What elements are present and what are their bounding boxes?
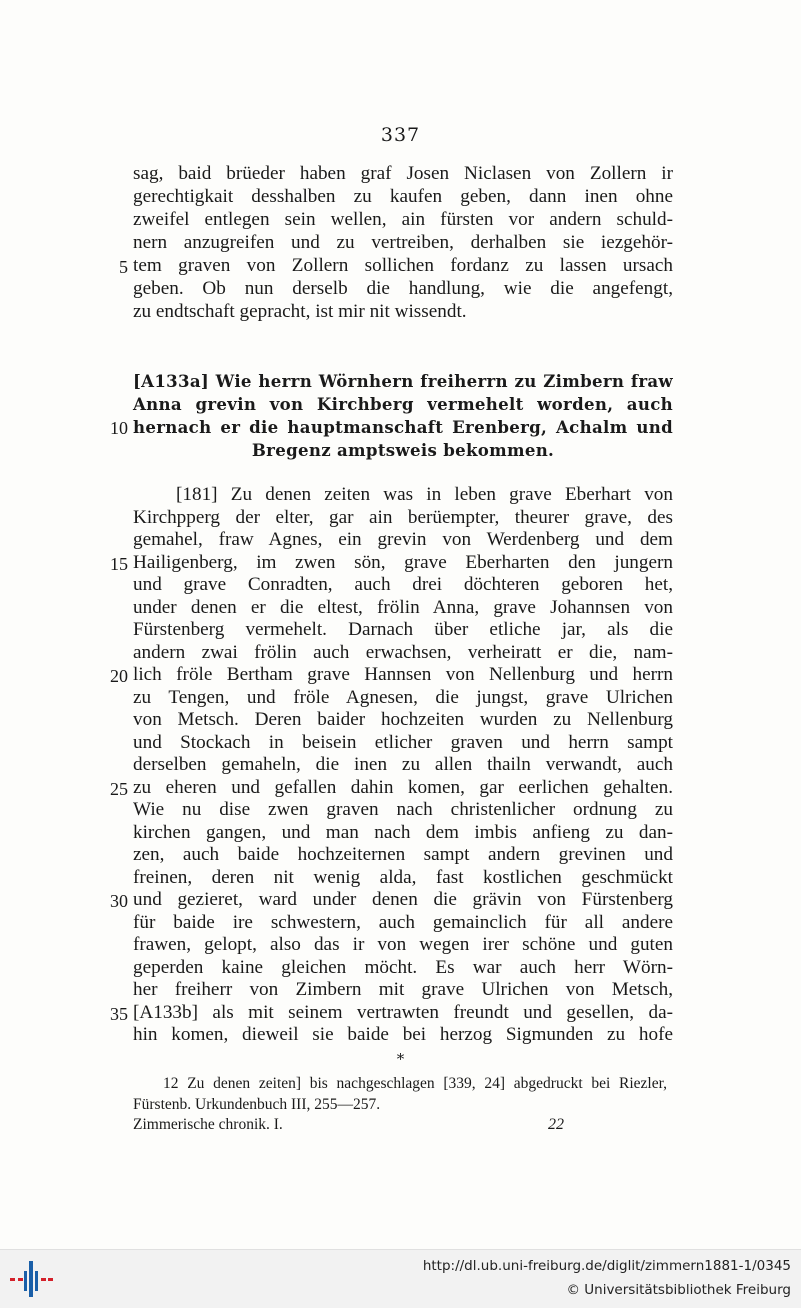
footnote-line: 12 Zu denen zeiten] bis nachgeschlagen [339, 24] abgedruckt bei Riezler, — [163, 1075, 667, 1092]
text-line: zu Tengen, und fröle Agnesen, die jungst, grave Ulrichen — [133, 687, 673, 708]
line-number: 35 — [110, 1004, 128, 1024]
text-line: [181] Zu denen zeiten was in leben grave Eberhart von — [176, 484, 673, 505]
text-line: hin komen, dieweil sie baide bei herzog Sigmunden zu hofe — [133, 1024, 673, 1045]
heading-line: hernach er die hauptmanschaft Erenberg, Achalm und — [133, 417, 673, 437]
footnote-line: Fürstenb. Urkundenbuch III, 255—257. — [133, 1096, 381, 1113]
text-line: her freiherr von Zimbern mit grave Ulrichen von Metsch, — [133, 979, 673, 1000]
text-line: nern anzugreifen und zu vertreiben, derhalben sie iezgehör- — [133, 232, 673, 253]
line-number: 20 — [110, 666, 128, 686]
text-line: kirchen gangen, und man nach dem imbis anfieng zu dan- — [133, 822, 673, 843]
text-line: zweifel entlegen sein wellen, ain fürsten vor andern schuld- — [133, 209, 673, 230]
heading-line: Bregenz amptsweis bekommen. — [251, 440, 555, 460]
text-line: frawen, gelopt, also das ir von wegen irer schöne und guten — [133, 934, 673, 955]
sheet-number: 22 — [548, 1116, 564, 1133]
text-line: und grave Conradten, auch drei döchteren geboren het, — [133, 574, 673, 595]
text-line: und Stockach in beisein etlicher graven und herrn sampt — [133, 732, 673, 753]
text-line: tem graven von Zollern sollichen fordanz zu lassen ursach — [133, 255, 673, 276]
text-line: zen, auch baide hochzeiternen sampt andern grevinen und — [133, 844, 673, 865]
text-line: derselben gemaheln, die inen zu allen thailn verwandt, auch — [133, 754, 673, 775]
text-line: gemahel, fraw Agnes, ein grevin von Werdenberg und dem — [133, 529, 673, 550]
text-line: Hailigenberg, im zwen sön, grave Eberharten den jungern — [133, 552, 673, 573]
text-line: [A133b] als mit seinem vertrawten freundt und gesellen, da- — [133, 1002, 673, 1023]
signature-mark: Zimmerische chronik. I. — [133, 1116, 283, 1133]
line-number: 30 — [110, 891, 128, 911]
heading-line: [A133a] Wie herrn Wörnhern freiherrn zu Zimbern fraw — [133, 371, 673, 391]
line-number: 15 — [110, 554, 128, 574]
page-number: 337 — [380, 124, 421, 146]
copyright-notice: © Universitätsbibliothek Freiburg — [566, 1282, 791, 1298]
text-line: für baide ire schwestern, auch gemainclich für all andere — [133, 912, 673, 933]
text-line: freinen, deren nit wenig alda, fast kostlichen geschmückt — [133, 867, 673, 888]
text-line: zu endtschaft gepracht, ist mir nit wissendt. — [133, 301, 467, 322]
heading-line: Anna grevin von Kirchberg vermehelt worden, auch — [133, 394, 673, 414]
text-line: gerechtigkait desshalben zu kaufen geben, dann inen ohne — [133, 186, 673, 207]
text-line: geperden kaine gleichen möcht. Es war auch herr Wörn- — [133, 957, 673, 978]
text-line: geben. Ob nun derselb die handlung, wie die angefengt, — [133, 278, 673, 299]
viewer-footer — [0, 1249, 801, 1308]
text-line: Wie nu dise zwen graven nach christenlicher ordnung zu — [133, 799, 673, 820]
text-line: andern zwai frölin auch erwachsen, verheiratt er die, nam- — [133, 642, 673, 663]
ub-freiburg-logo-icon[interactable] — [8, 1259, 54, 1299]
text-line: sag, baid brüeder haben graf Josen Niclasen von Zollern ir — [133, 163, 673, 184]
line-number: 5 — [119, 257, 128, 277]
text-line: Kirchpperg der elter, gar ain berüempter, theurer grave, des — [133, 507, 673, 528]
separator-asterisk: * — [396, 1050, 405, 1068]
source-url-link[interactable]: http://dl.ub.uni-freiburg.de/diglit/zimmern1881-1/0345 — [422, 1258, 791, 1274]
text-line: von Metsch. Deren baider hochzeiten wurden zu Nellenburg — [133, 709, 673, 730]
text-line: Fürstenberg vermehelt. Darnach über etliche jar, als die — [133, 619, 673, 640]
line-number: 25 — [110, 779, 128, 799]
text-line: und gezieret, ward under denen die grävin von Fürstenberg — [133, 889, 673, 910]
text-line: lich fröle Bertham grave Hannsen von Nellenburg und herrn — [133, 664, 673, 685]
text-line: under denen er die eltest, frölin Anna, grave Johannsen von — [133, 597, 673, 618]
text-line: zu eheren und gefallen dahin komen, gar eerlichen gehalten. — [133, 777, 673, 798]
line-number: 10 — [110, 418, 128, 438]
